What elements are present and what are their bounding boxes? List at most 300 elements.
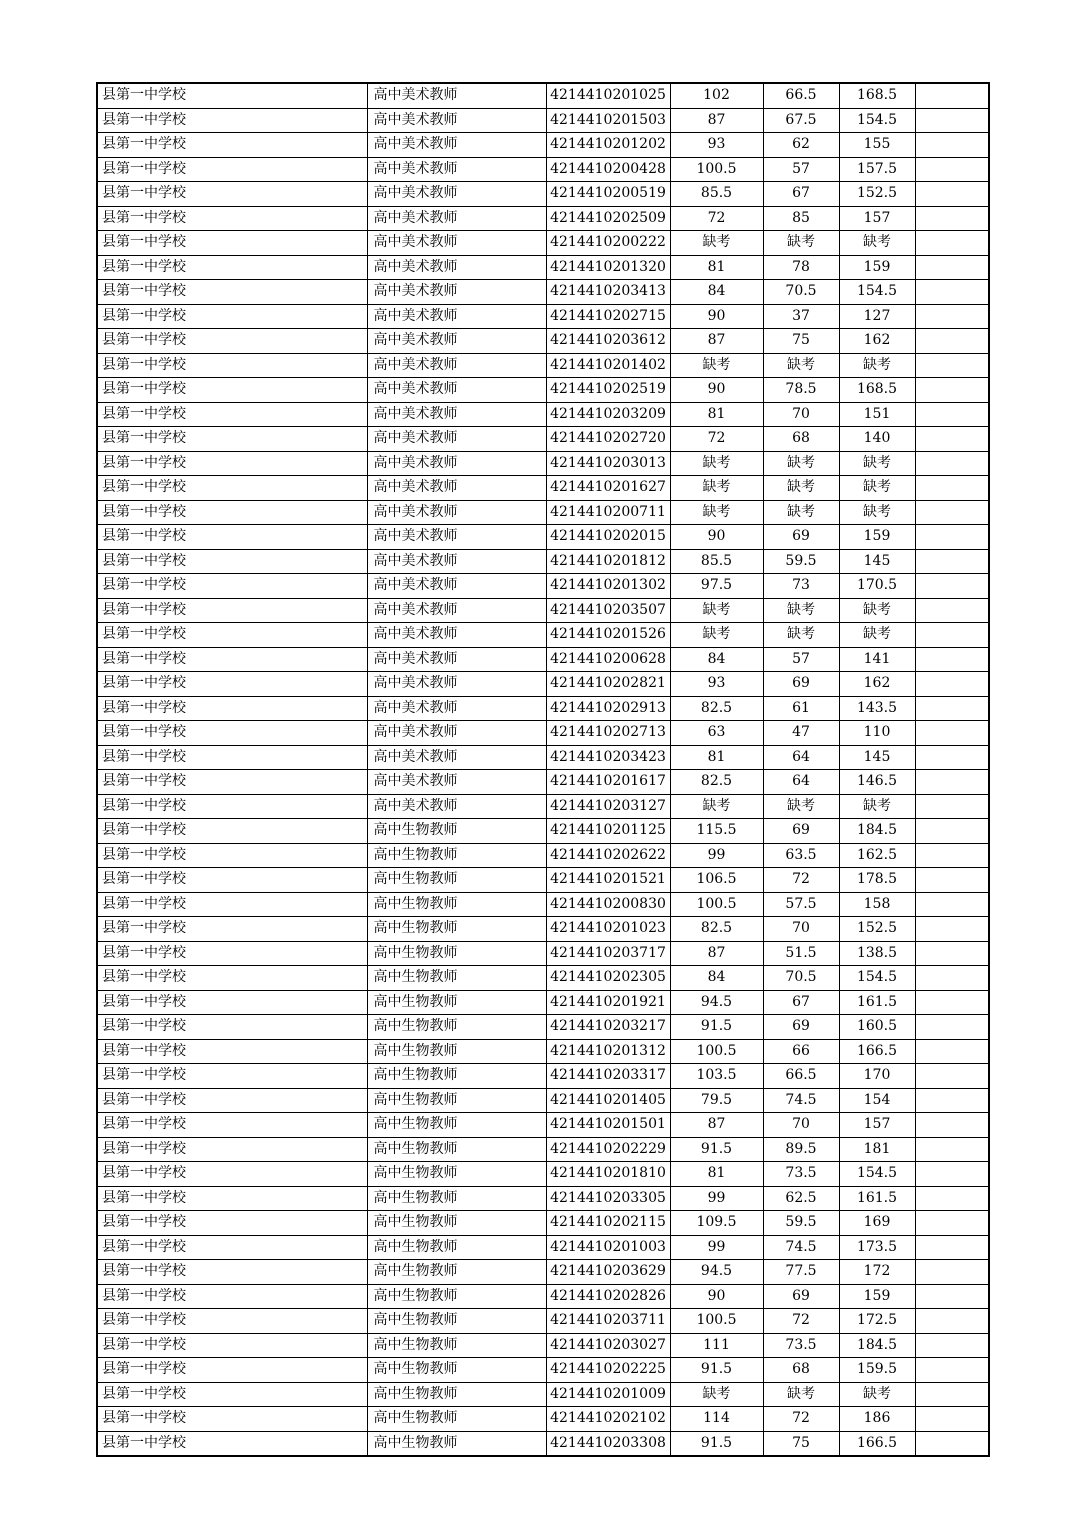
- table-row: [97, 672, 989, 697]
- exam-id-cell: 4214410200711: [546, 500, 670, 525]
- interview-score-cell: 61: [763, 696, 839, 721]
- exam-id-cell: 4214410203423: [546, 745, 670, 770]
- exam-id-cell: 4214410201009: [546, 1382, 670, 1407]
- unit-cell: 县第一中学校: [97, 819, 367, 844]
- position-cell: 高中美术教师: [367, 206, 546, 231]
- remark-cell: [915, 794, 989, 819]
- total-score-cell: 159.5: [839, 1358, 915, 1383]
- exam-id-cell: 4214410202826: [546, 1284, 670, 1309]
- total-score-cell: 166.5: [839, 1039, 915, 1064]
- interview-score-cell: 74.5: [763, 1088, 839, 1113]
- remark-cell: [915, 1137, 989, 1162]
- written-score-cell: 72: [670, 427, 763, 452]
- interview-score-cell: 69: [763, 1015, 839, 1040]
- unit-cell: 县第一中学校: [97, 1064, 367, 1089]
- position-cell: 高中美术教师: [367, 255, 546, 280]
- total-score-cell: 154.5: [839, 108, 915, 133]
- exam-id-cell: 4214410203209: [546, 402, 670, 427]
- written-score-cell: 103.5: [670, 1064, 763, 1089]
- unit-cell: 县第一中学校: [97, 574, 367, 599]
- interview-score-cell: 85: [763, 206, 839, 231]
- position-cell: 高中美术教师: [367, 304, 546, 329]
- table-row: [97, 696, 989, 721]
- interview-score-cell: 57.5: [763, 892, 839, 917]
- total-score-cell: 141: [839, 647, 915, 672]
- table-row: [97, 1309, 989, 1334]
- remark-cell: [915, 427, 989, 452]
- exam-id-cell: 4214410200222: [546, 231, 670, 256]
- written-score-cell: 缺考: [670, 353, 763, 378]
- exam-id-cell: 4214410203027: [546, 1333, 670, 1358]
- unit-cell: 县第一中学校: [97, 1015, 367, 1040]
- unit-cell: 县第一中学校: [97, 1358, 367, 1383]
- unit-cell: 县第一中学校: [97, 1113, 367, 1138]
- total-score-cell: 155: [839, 133, 915, 158]
- total-score-cell: 缺考: [839, 598, 915, 623]
- remark-cell: [915, 108, 989, 133]
- unit-cell: 县第一中学校: [97, 157, 367, 182]
- written-score-cell: 99: [670, 1186, 763, 1211]
- total-score-cell: 缺考: [839, 500, 915, 525]
- position-cell: 高中美术教师: [367, 623, 546, 648]
- remark-cell: [915, 1284, 989, 1309]
- remark-cell: [915, 990, 989, 1015]
- written-score-cell: 100.5: [670, 1309, 763, 1334]
- total-score-cell: 161.5: [839, 1186, 915, 1211]
- written-score-cell: 90: [670, 1284, 763, 1309]
- exam-id-cell: 4214410203711: [546, 1309, 670, 1334]
- written-score-cell: 缺考: [670, 598, 763, 623]
- position-cell: 高中生物教师: [367, 819, 546, 844]
- remark-cell: [915, 770, 989, 795]
- interview-score-cell: 66.5: [763, 1064, 839, 1089]
- interview-score-cell: 47: [763, 721, 839, 746]
- interview-score-cell: 62: [763, 133, 839, 158]
- exam-id-cell: 4214410202622: [546, 843, 670, 868]
- exam-id-cell: 4214410201921: [546, 990, 670, 1015]
- exam-id-cell: 4214410201202: [546, 133, 670, 158]
- remark-cell: [915, 1407, 989, 1432]
- remark-cell: [915, 329, 989, 354]
- unit-cell: 县第一中学校: [97, 83, 367, 108]
- interview-score-cell: 63.5: [763, 843, 839, 868]
- exam-id-cell: 4214410202913: [546, 696, 670, 721]
- exam-id-cell: 4214410202115: [546, 1211, 670, 1236]
- interview-score-cell: 78.5: [763, 378, 839, 403]
- written-score-cell: 缺考: [670, 231, 763, 256]
- table-row: [97, 868, 989, 893]
- table-row: [97, 843, 989, 868]
- exam-id-cell: 4214410203317: [546, 1064, 670, 1089]
- exam-id-cell: 4214410203413: [546, 280, 670, 305]
- table-row: [97, 427, 989, 452]
- unit-cell: 县第一中学校: [97, 1088, 367, 1113]
- interview-score-cell: 缺考: [763, 794, 839, 819]
- exam-id-cell: 4214410201320: [546, 255, 670, 280]
- total-score-cell: 169: [839, 1211, 915, 1236]
- written-score-cell: 90: [670, 525, 763, 550]
- written-score-cell: 90: [670, 304, 763, 329]
- position-cell: 高中美术教师: [367, 280, 546, 305]
- total-score-cell: 173.5: [839, 1235, 915, 1260]
- interview-score-cell: 78: [763, 255, 839, 280]
- position-cell: 高中生物教师: [367, 1309, 546, 1334]
- table-row: [97, 304, 989, 329]
- position-cell: 高中生物教师: [367, 1113, 546, 1138]
- total-score-cell: 缺考: [839, 476, 915, 501]
- position-cell: 高中生物教师: [367, 1260, 546, 1285]
- table-row: [97, 280, 989, 305]
- position-cell: 高中美术教师: [367, 525, 546, 550]
- exam-id-cell: 4214410201501: [546, 1113, 670, 1138]
- unit-cell: 县第一中学校: [97, 1309, 367, 1334]
- total-score-cell: 159: [839, 255, 915, 280]
- unit-cell: 县第一中学校: [97, 843, 367, 868]
- interview-score-cell: 66: [763, 1039, 839, 1064]
- exam-id-cell: 4214410201025: [546, 83, 670, 108]
- written-score-cell: 93: [670, 133, 763, 158]
- table-row: [97, 1211, 989, 1236]
- total-score-cell: 162: [839, 329, 915, 354]
- written-score-cell: 缺考: [670, 451, 763, 476]
- written-score-cell: 81: [670, 1162, 763, 1187]
- total-score-cell: 缺考: [839, 231, 915, 256]
- total-score-cell: 缺考: [839, 623, 915, 648]
- table-row: [97, 83, 989, 108]
- position-cell: 高中生物教师: [367, 1015, 546, 1040]
- unit-cell: 县第一中学校: [97, 892, 367, 917]
- remark-cell: [915, 476, 989, 501]
- total-score-cell: 186: [839, 1407, 915, 1432]
- table-row: [97, 1162, 989, 1187]
- written-score-cell: 缺考: [670, 500, 763, 525]
- interview-score-cell: 73.5: [763, 1162, 839, 1187]
- position-cell: 高中美术教师: [367, 476, 546, 501]
- written-score-cell: 100.5: [670, 1039, 763, 1064]
- position-cell: 高中美术教师: [367, 329, 546, 354]
- table-row: [97, 770, 989, 795]
- position-cell: 高中生物教师: [367, 1137, 546, 1162]
- written-score-cell: 91.5: [670, 1015, 763, 1040]
- written-score-cell: 114: [670, 1407, 763, 1432]
- remark-cell: [915, 1235, 989, 1260]
- position-cell: 高中生物教师: [367, 1186, 546, 1211]
- exam-id-cell: 4214410203717: [546, 941, 670, 966]
- position-cell: 高中生物教师: [367, 1431, 546, 1456]
- unit-cell: 县第一中学校: [97, 966, 367, 991]
- interview-score-cell: 70: [763, 917, 839, 942]
- written-score-cell: 85.5: [670, 549, 763, 574]
- unit-cell: 县第一中学校: [97, 1186, 367, 1211]
- written-score-cell: 99: [670, 843, 763, 868]
- written-score-cell: 79.5: [670, 1088, 763, 1113]
- position-cell: 高中美术教师: [367, 378, 546, 403]
- table-row: [97, 329, 989, 354]
- exam-id-cell: 4214410201521: [546, 868, 670, 893]
- exam-id-cell: 4214410201302: [546, 574, 670, 599]
- table-row: [97, 1039, 989, 1064]
- position-cell: 高中生物教师: [367, 966, 546, 991]
- unit-cell: 县第一中学校: [97, 917, 367, 942]
- remark-cell: [915, 451, 989, 476]
- unit-cell: 县第一中学校: [97, 1211, 367, 1236]
- total-score-cell: 161.5: [839, 990, 915, 1015]
- unit-cell: 县第一中学校: [97, 1333, 367, 1358]
- interview-score-cell: 缺考: [763, 353, 839, 378]
- unit-cell: 县第一中学校: [97, 206, 367, 231]
- unit-cell: 县第一中学校: [97, 1407, 367, 1432]
- interview-score-cell: 64: [763, 745, 839, 770]
- interview-score-cell: 缺考: [763, 231, 839, 256]
- table-row: [97, 451, 989, 476]
- position-cell: 高中生物教师: [367, 1162, 546, 1187]
- table-row: [97, 598, 989, 623]
- unit-cell: 县第一中学校: [97, 598, 367, 623]
- unit-cell: 县第一中学校: [97, 353, 367, 378]
- unit-cell: 县第一中学校: [97, 1431, 367, 1456]
- position-cell: 高中美术教师: [367, 133, 546, 158]
- position-cell: 高中美术教师: [367, 696, 546, 721]
- exam-id-cell: 4214410202519: [546, 378, 670, 403]
- written-score-cell: 84: [670, 280, 763, 305]
- exam-id-cell: 4214410200628: [546, 647, 670, 672]
- table-row: [97, 1407, 989, 1432]
- position-cell: 高中美术教师: [367, 794, 546, 819]
- total-score-cell: 184.5: [839, 819, 915, 844]
- interview-score-cell: 缺考: [763, 500, 839, 525]
- remark-cell: [915, 1309, 989, 1334]
- written-score-cell: 87: [670, 1113, 763, 1138]
- remark-cell: [915, 1333, 989, 1358]
- written-score-cell: 87: [670, 108, 763, 133]
- remark-cell: [915, 1431, 989, 1456]
- exam-id-cell: 4214410202509: [546, 206, 670, 231]
- table-row: [97, 1088, 989, 1113]
- remark-cell: [915, 1064, 989, 1089]
- position-cell: 高中生物教师: [367, 1039, 546, 1064]
- table-row: [97, 108, 989, 133]
- remark-cell: [915, 353, 989, 378]
- interview-score-cell: 75: [763, 1431, 839, 1456]
- written-score-cell: 94.5: [670, 990, 763, 1015]
- interview-score-cell: 72: [763, 1309, 839, 1334]
- position-cell: 高中美术教师: [367, 157, 546, 182]
- total-score-cell: 154: [839, 1088, 915, 1113]
- remark-cell: [915, 966, 989, 991]
- position-cell: 高中生物教师: [367, 1088, 546, 1113]
- interview-score-cell: 缺考: [763, 476, 839, 501]
- table-row: [97, 794, 989, 819]
- unit-cell: 县第一中学校: [97, 1382, 367, 1407]
- table-row: [97, 1431, 989, 1456]
- written-score-cell: 91.5: [670, 1137, 763, 1162]
- total-score-cell: 140: [839, 427, 915, 452]
- table-row: [97, 941, 989, 966]
- position-cell: 高中美术教师: [367, 427, 546, 452]
- interview-score-cell: 67: [763, 990, 839, 1015]
- score-table: [96, 82, 990, 1457]
- total-score-cell: 157: [839, 206, 915, 231]
- total-score-cell: 157.5: [839, 157, 915, 182]
- table-row: [97, 1064, 989, 1089]
- total-score-cell: 138.5: [839, 941, 915, 966]
- remark-cell: [915, 1015, 989, 1040]
- remark-cell: [915, 83, 989, 108]
- written-score-cell: 106.5: [670, 868, 763, 893]
- written-score-cell: 111: [670, 1333, 763, 1358]
- table-row: [97, 525, 989, 550]
- interview-score-cell: 57: [763, 647, 839, 672]
- interview-score-cell: 67: [763, 182, 839, 207]
- written-score-cell: 72: [670, 206, 763, 231]
- unit-cell: 县第一中学校: [97, 182, 367, 207]
- total-score-cell: 127: [839, 304, 915, 329]
- position-cell: 高中美术教师: [367, 231, 546, 256]
- position-cell: 高中美术教师: [367, 598, 546, 623]
- table-row: [97, 1235, 989, 1260]
- table-row: [97, 1333, 989, 1358]
- remark-cell: [915, 402, 989, 427]
- interview-score-cell: 69: [763, 1284, 839, 1309]
- table-row: [97, 574, 989, 599]
- remark-cell: [915, 574, 989, 599]
- remark-cell: [915, 500, 989, 525]
- table-row: [97, 157, 989, 182]
- position-cell: 高中生物教师: [367, 843, 546, 868]
- written-score-cell: 81: [670, 402, 763, 427]
- table-row: [97, 1382, 989, 1407]
- interview-score-cell: 70.5: [763, 280, 839, 305]
- unit-cell: 县第一中学校: [97, 280, 367, 305]
- table-row: [97, 1284, 989, 1309]
- position-cell: 高中美术教师: [367, 353, 546, 378]
- interview-score-cell: 77.5: [763, 1260, 839, 1285]
- unit-cell: 县第一中学校: [97, 623, 367, 648]
- remark-cell: [915, 819, 989, 844]
- table-row: [97, 476, 989, 501]
- exam-id-cell: 4214410202821: [546, 672, 670, 697]
- table-row: [97, 402, 989, 427]
- position-cell: 高中生物教师: [367, 941, 546, 966]
- written-score-cell: 81: [670, 745, 763, 770]
- remark-cell: [915, 525, 989, 550]
- unit-cell: 县第一中学校: [97, 1162, 367, 1187]
- position-cell: 高中生物教师: [367, 868, 546, 893]
- written-score-cell: 99: [670, 1235, 763, 1260]
- total-score-cell: 178.5: [839, 868, 915, 893]
- written-score-cell: 63: [670, 721, 763, 746]
- unit-cell: 县第一中学校: [97, 500, 367, 525]
- exam-id-cell: 4214410200830: [546, 892, 670, 917]
- interview-score-cell: 缺考: [763, 451, 839, 476]
- position-cell: 高中美术教师: [367, 647, 546, 672]
- table-row: [97, 549, 989, 574]
- exam-id-cell: 4214410202225: [546, 1358, 670, 1383]
- table-row: [97, 892, 989, 917]
- unit-cell: 县第一中学校: [97, 378, 367, 403]
- position-cell: 高中生物教师: [367, 1333, 546, 1358]
- remark-cell: [915, 1382, 989, 1407]
- remark-cell: [915, 892, 989, 917]
- unit-cell: 县第一中学校: [97, 696, 367, 721]
- total-score-cell: 146.5: [839, 770, 915, 795]
- exam-id-cell: 4214410201810: [546, 1162, 670, 1187]
- table-row: [97, 990, 989, 1015]
- table-row: [97, 721, 989, 746]
- remark-cell: [915, 672, 989, 697]
- interview-score-cell: 72: [763, 868, 839, 893]
- written-score-cell: 90: [670, 378, 763, 403]
- table-row: [97, 966, 989, 991]
- interview-score-cell: 75: [763, 329, 839, 354]
- remark-cell: [915, 1088, 989, 1113]
- table-row: [97, 1113, 989, 1138]
- total-score-cell: 154.5: [839, 1162, 915, 1187]
- unit-cell: 县第一中学校: [97, 476, 367, 501]
- total-score-cell: 152.5: [839, 917, 915, 942]
- position-cell: 高中美术教师: [367, 574, 546, 599]
- written-score-cell: 82.5: [670, 917, 763, 942]
- exam-id-cell: 4214410203629: [546, 1260, 670, 1285]
- total-score-cell: 159: [839, 1284, 915, 1309]
- written-score-cell: 84: [670, 966, 763, 991]
- score-table-body: [97, 83, 989, 1456]
- remark-cell: [915, 598, 989, 623]
- written-score-cell: 84: [670, 647, 763, 672]
- exam-id-cell: 4214410201617: [546, 770, 670, 795]
- total-score-cell: 缺考: [839, 1382, 915, 1407]
- unit-cell: 县第一中学校: [97, 427, 367, 452]
- interview-score-cell: 缺考: [763, 1382, 839, 1407]
- remark-cell: [915, 255, 989, 280]
- remark-cell: [915, 1260, 989, 1285]
- position-cell: 高中生物教师: [367, 1211, 546, 1236]
- unit-cell: 县第一中学校: [97, 990, 367, 1015]
- interview-score-cell: 68: [763, 427, 839, 452]
- written-score-cell: 82.5: [670, 696, 763, 721]
- remark-cell: [915, 1162, 989, 1187]
- exam-id-cell: 4214410201125: [546, 819, 670, 844]
- position-cell: 高中生物教师: [367, 990, 546, 1015]
- position-cell: 高中美术教师: [367, 451, 546, 476]
- written-score-cell: 100.5: [670, 157, 763, 182]
- position-cell: 高中生物教师: [367, 917, 546, 942]
- written-score-cell: 缺考: [670, 794, 763, 819]
- unit-cell: 县第一中学校: [97, 133, 367, 158]
- position-cell: 高中生物教师: [367, 1064, 546, 1089]
- unit-cell: 县第一中学校: [97, 647, 367, 672]
- written-score-cell: 94.5: [670, 1260, 763, 1285]
- position-cell: 高中美术教师: [367, 549, 546, 574]
- table-row: [97, 1260, 989, 1285]
- remark-cell: [915, 623, 989, 648]
- total-score-cell: 168.5: [839, 378, 915, 403]
- position-cell: 高中美术教师: [367, 182, 546, 207]
- remark-cell: [915, 647, 989, 672]
- total-score-cell: 152.5: [839, 182, 915, 207]
- unit-cell: 县第一中学校: [97, 329, 367, 354]
- exam-id-cell: 4214410203127: [546, 794, 670, 819]
- remark-cell: [915, 157, 989, 182]
- unit-cell: 县第一中学校: [97, 868, 367, 893]
- interview-score-cell: 74.5: [763, 1235, 839, 1260]
- total-score-cell: 166.5: [839, 1431, 915, 1456]
- exam-id-cell: 4214410202720: [546, 427, 670, 452]
- unit-cell: 县第一中学校: [97, 721, 367, 746]
- total-score-cell: 145: [839, 549, 915, 574]
- table-row: [97, 231, 989, 256]
- table-row: [97, 745, 989, 770]
